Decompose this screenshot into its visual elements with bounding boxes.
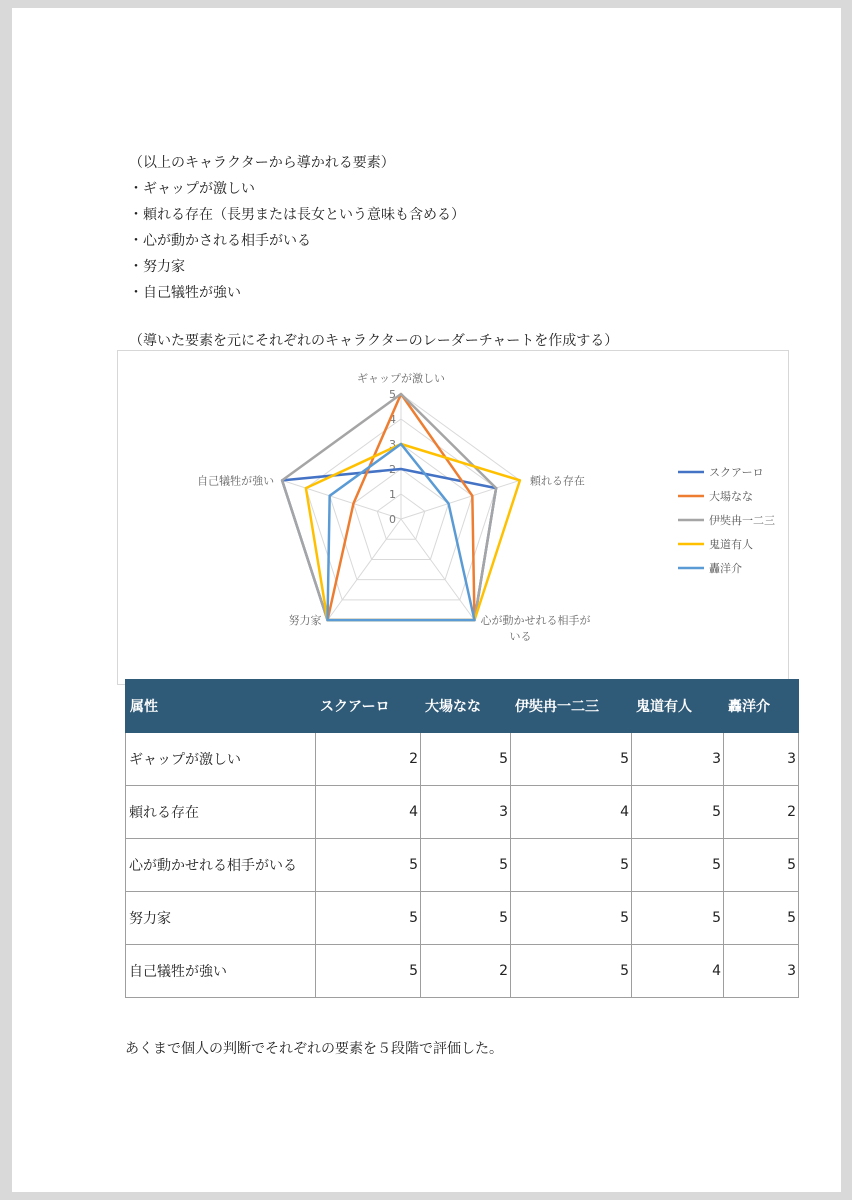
column-header: 属性: [126, 680, 316, 733]
cell: 5: [511, 839, 632, 892]
row-label: 頼れる存在: [126, 786, 316, 839]
bullet-item: ・自己犠牲が強い: [129, 285, 241, 301]
cell: 3: [632, 733, 724, 786]
tick-label: 3: [389, 438, 396, 451]
column-header: 鬼道有人: [632, 680, 724, 733]
tick-label: 0: [389, 513, 396, 526]
axis-label: 頼れる存在: [529, 474, 585, 488]
bullet-item: ・ギャップが激しい: [129, 181, 255, 197]
cell: 4: [316, 786, 421, 839]
column-header: 大場なな: [421, 680, 511, 733]
cell: 4: [511, 786, 632, 839]
cell: 5: [511, 892, 632, 945]
cell: 5: [632, 839, 724, 892]
legend-label: スクアーロ: [709, 466, 764, 479]
column-header: 伊奘冉一二三: [511, 680, 632, 733]
axis-label: いる: [509, 630, 532, 644]
cell: 5: [316, 892, 421, 945]
table-row: [126, 733, 799, 786]
table-row: [126, 945, 799, 998]
cell: 5: [724, 892, 799, 945]
row-label: 自己犠牲が強い: [126, 945, 316, 998]
radar-chart-frame: [117, 350, 789, 685]
tick-label: 4: [389, 413, 396, 426]
table-row: [126, 892, 799, 945]
axis-label: 努力家: [288, 614, 322, 628]
row-label: 努力家: [126, 892, 316, 945]
chart-intro-text: （導いた要素を元にそれぞれのキャラクターのレーダーチャートを作成する）: [129, 333, 619, 349]
cell: 5: [421, 733, 511, 786]
cell: 3: [724, 945, 799, 998]
cell: 3: [421, 786, 511, 839]
table-header-row: [126, 680, 799, 733]
bullet-item: ・心が動かされる相手がいる: [129, 233, 311, 249]
cell: 5: [316, 945, 421, 998]
footer-note: あくまで個人の判断でそれぞれの要素を５段階で評価した。: [125, 1041, 503, 1057]
section-heading: （以上のキャラクターから導かれる要素）: [129, 155, 395, 171]
radar-chart: [118, 351, 788, 684]
legend-label: 大場なな: [709, 490, 753, 503]
bullet-item: ・努力家: [129, 259, 185, 275]
cell: 5: [316, 839, 421, 892]
legend-label: 伊奘冉一二三: [709, 514, 775, 527]
tick-label: 2: [389, 463, 396, 476]
cell: 4: [632, 945, 724, 998]
axis-label: ギャップが激しい: [357, 372, 445, 385]
axis-spoke: [401, 480, 520, 519]
row-label: 心が動かせれる相手がいる: [126, 839, 316, 892]
cell: 5: [724, 839, 799, 892]
cell: 5: [421, 892, 511, 945]
tick-label: 1: [389, 488, 396, 501]
table-row: [126, 839, 799, 892]
cell: 5: [511, 733, 632, 786]
cell: 2: [724, 786, 799, 839]
cell: 5: [632, 786, 724, 839]
cell: 5: [421, 839, 511, 892]
score-table: [125, 679, 799, 998]
column-header: 轟洋介: [724, 680, 799, 733]
tick-label: 5: [389, 388, 396, 401]
bullet-item: ・頼れる存在（長男または長女という意味も含める）: [129, 207, 465, 223]
legend-label: 轟洋介: [709, 562, 742, 575]
column-header: スクアーロ: [316, 680, 421, 733]
table-row: [126, 786, 799, 839]
document-page: [12, 8, 841, 1192]
cell: 2: [316, 733, 421, 786]
axis-label: 自己犠牲が強い: [197, 474, 275, 488]
axis-label: 心が動かせれる相手が: [480, 614, 591, 628]
cell: 5: [632, 892, 724, 945]
legend-label: 鬼道有人: [709, 538, 753, 551]
row-label: ギャップが激しい: [126, 733, 316, 786]
cell: 3: [724, 733, 799, 786]
cell: 5: [511, 945, 632, 998]
cell: 2: [421, 945, 511, 998]
